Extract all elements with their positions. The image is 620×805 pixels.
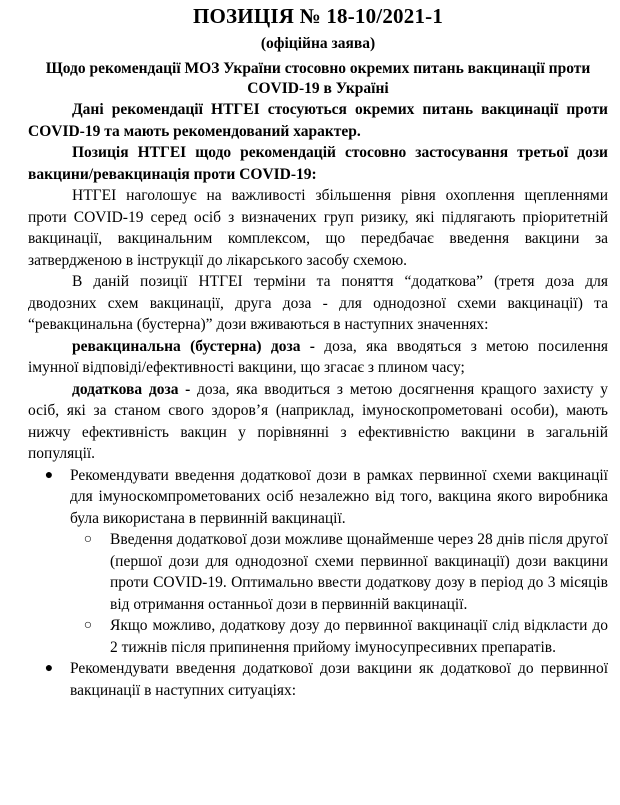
paragraph-terms: В даній позиції НТГЕІ терміни та поняття “додаткова” (третя доза для дводозних схем вакцинації, друга доза - для однодозної схеми вакцинації) та “ревакцинальна (бустерна)” дози вживаються в наступних значеннях:: [28, 273, 608, 333]
circle-bullet-icon: ○: [83, 618, 93, 633]
bullet-icon: ●: [44, 467, 54, 483]
definition-additional-text: доза, яка вводиться з метою досягнення кращого захисту у осіб, які за станом свого здоров’я (наприклад, імуноскопрометовані особи), мають нижчу ефективність вакцин у порівнянні з ефективністю вакцини в загальній популяції.: [28, 380, 609, 462]
sub-list: [70, 529, 608, 658]
definition-booster-text: доза, яка вводяться з метою посилення імунної відповіді/ефективності вакцини, що згасає з плином часу;: [28, 337, 608, 376]
position-heading: Позиція НТГЕІ щодо рекомендацій стосовно застосування третьої дози вакцини/ревакцинація проти COVID-19:: [28, 144, 608, 183]
document-heading: Щодо рекомендації МОЗ України стосовно окремих питань вакцинації проти COVID-19 в Україні: [45, 60, 591, 97]
intro-paragraph: Дані рекомендації НТГЕІ стосуються окремих питань вакцинації проти COVID-19 та мають рекомендований характер.: [28, 101, 608, 140]
definition-additional: [28, 379, 608, 465]
list-item-text: Рекомендувати введення додаткової дози в рамках первинної схеми вакцинації для імуноскомпрометованих осіб незалежно від того, вакцина якого виробника була використана в первинній вакцинації.: [70, 466, 608, 527]
recommendation-list: [28, 465, 608, 702]
definition-booster: [28, 336, 608, 379]
paragraph-coverage: НТГЕІ наголошує на важливості збільшення рівня охоплення щепленнями проти COVID-19 серед осіб з визначених груп ризику, які підлягають пріоритетній вакцинації, вакцинальним комплексом, що передбачає введення вакцини за затвердженою в інструкції до лікарського засобу схемою.: [28, 187, 608, 269]
sub-list-item: [70, 615, 608, 658]
list-item-text: Рекомендувати введення додаткової дози вакцини як додаткової до первинної вакцинації в наступних ситуаціях:: [70, 660, 608, 699]
sub-list-item-text: Якщо можливо, додаткову дозу до первинної вакцинації слід відкласти до 2 тижнів після припинення прийому імуносупресивних препаратів.: [110, 617, 608, 656]
sub-list-item-text: Введення додаткової дози можливе щонайменше через 28 днів після другої (першої дози для однодозної схеми первинної вакцинації) дози вакцини проти COVID-19. Оптимально ввести додаткову дозу в період до 3 місяців від отримання останньої дози в первинній вакцинації.: [110, 531, 608, 613]
list-item: [28, 465, 608, 659]
circle-bullet-icon: ○: [83, 532, 93, 547]
bullet-icon: ●: [44, 661, 54, 676]
sub-list-item: [70, 529, 608, 615]
list-item: [28, 658, 608, 701]
definition-additional-term: додаткова доза -: [72, 380, 191, 398]
definition-booster-term: ревакцинальна (бустерна) доза -: [72, 337, 315, 355]
document-title: ПОЗИЦІЯ № 18-10/2021-1: [192, 4, 444, 28]
document-subtitle: (офіційна заява): [260, 35, 376, 52]
